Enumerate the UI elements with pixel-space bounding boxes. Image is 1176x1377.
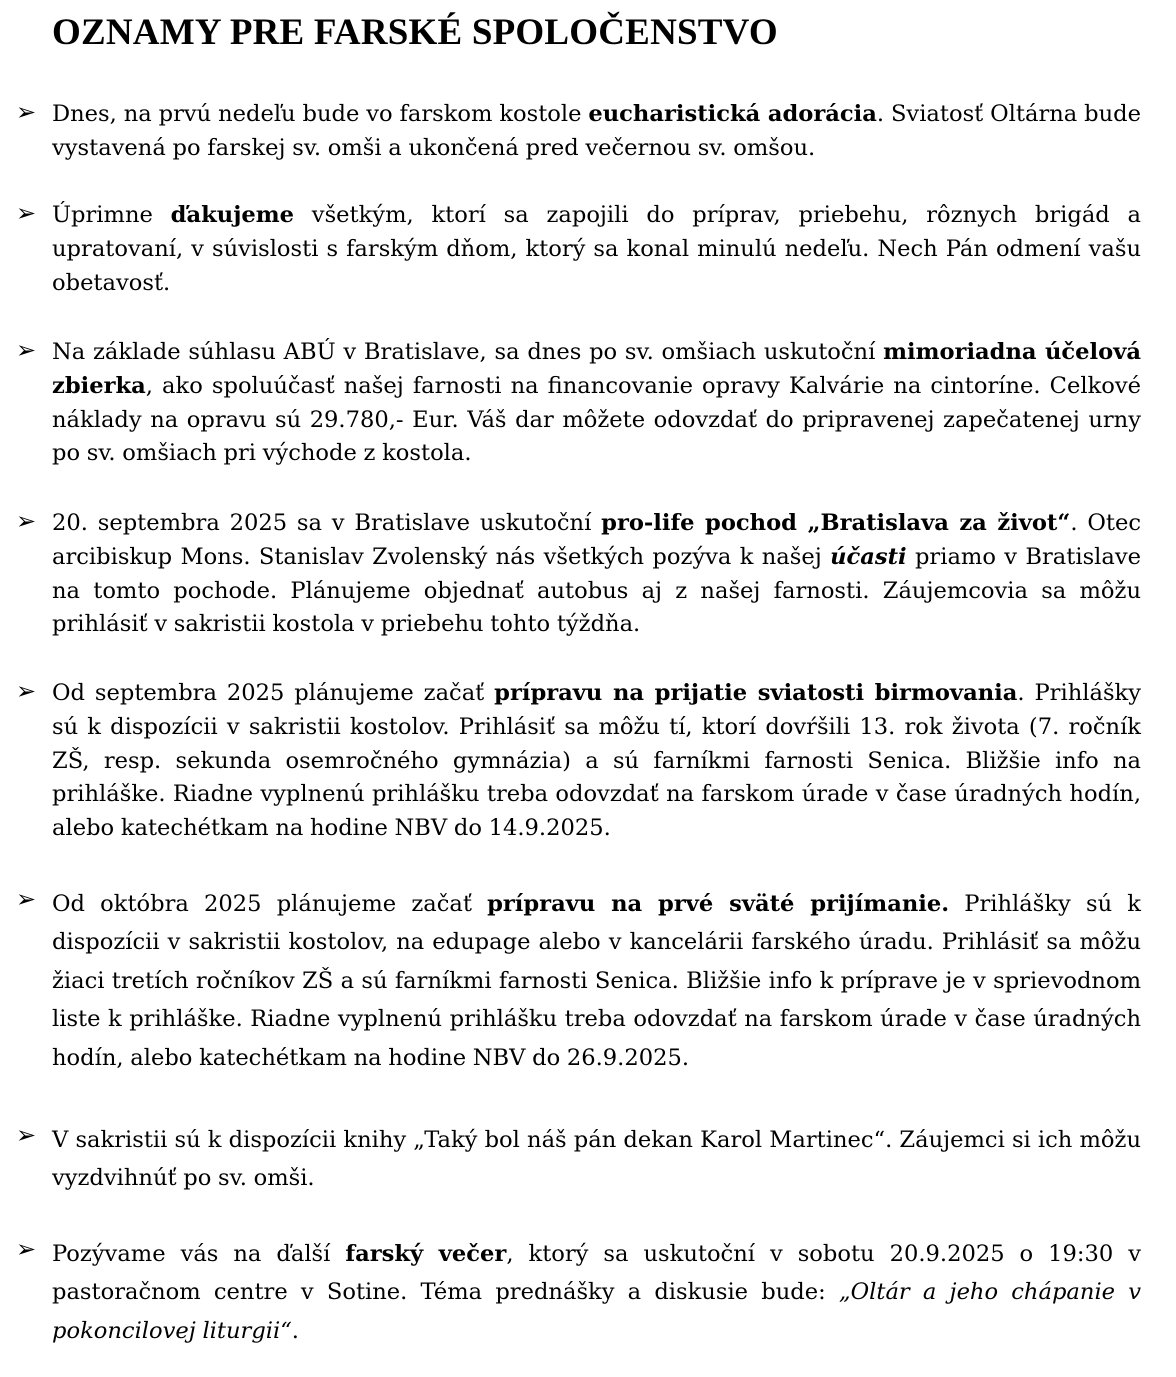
announcement-text xyxy=(52,677,1141,846)
text-segment: Úprimne xyxy=(52,202,171,228)
text-segment: Dnes, na prvú nedeľu bude vo farskom kostole xyxy=(52,101,589,127)
emphasis-text: „Oltár a jeho chápanie v pokoncilovej liturgii“ xyxy=(52,1279,1141,1344)
text-segment: . Otec arcibiskup Mons. Stanislav Zvolenský nás všetkých pozýva k našej xyxy=(52,510,1141,570)
emphasis-text: prípravu na prvé sväté prijímanie. xyxy=(487,891,950,917)
text-segment: Prihlášky sú k dispozícii v sakristii kostolov, na edupage alebo v kancelárii farského úradu. Prihlásiť sa môžu žiaci tretích ročníkov ZŠ a sú farníkmi farnosti Senica. Bližšie info k príprave je v sprievodnom liste k prihláške. Riadne vyplnenú prihlášku treba odovzdať na farskom úrade v čase úradných hodín, alebo katechétkam na hodine NBV do 26.9.2025. xyxy=(52,891,1141,1071)
text-segment: všetkým, ktorí sa zapojili do príprav, priebehu, rôznych brigád a upratovaní, v súvislosti s farským dňom, ktorý sa konal minulú nedeľu. Nech Pán odmení vašu obetavosť. xyxy=(52,202,1142,296)
text-segment: Od októbra 2025 plánujeme začať xyxy=(52,891,488,917)
text-segment: , ktorý sa uskutoční v sobotu 20.9.2025 o 19:30 v pastoračnom centre v Sotine. Téma prednášky a diskusie bude: xyxy=(52,1241,1142,1306)
text-segment: . xyxy=(291,1317,299,1344)
arrow-bullet-icon: ➢ xyxy=(16,1235,37,1263)
text-segment: . Sviatosť Oltárna bude vystavená po farskej sv. omši a ukončená pred večernou sv. omšou. xyxy=(52,101,1141,161)
announcement-text xyxy=(52,507,1141,642)
announcement-text xyxy=(52,1235,1141,1350)
arrow-bullet-icon: ➢ xyxy=(16,507,37,535)
text-segment: Na základe súhlasu ABÚ v Bratislave, sa dnes po sv. omšiach uskutoční xyxy=(52,339,884,365)
text-segment: Pozývame vás na ďalší xyxy=(52,1241,346,1267)
emphasis-text: mimoriadna účelová zbierka xyxy=(52,339,1141,399)
emphasis-text: ďakujeme xyxy=(170,202,295,228)
emphasis-text: účasti xyxy=(830,543,907,570)
text-segment: . Prihlášky sú k dispozícii v sakristii kostolov. Prihlásiť sa môžu tí, ktorí dovŕšili 13. rok života (7. ročník ZŠ, resp. sekunda osemročného gymnázia) a sú farníkmi farnosti Senica. Bližšie info na prihláške. Riadne vyplnenú prihlášku treba odovzdať na farskom úrade v čase úradných hodín, alebo katechétkam na hodine NBV do 14.9.2025. xyxy=(52,680,1141,842)
announcement-text xyxy=(52,1121,1141,1198)
arrow-bullet-icon: ➢ xyxy=(16,677,37,705)
arrow-bullet-icon: ➢ xyxy=(16,336,37,364)
announcement-text xyxy=(52,885,1141,1077)
arrow-bullet-icon: ➢ xyxy=(16,199,37,227)
announcement-text xyxy=(52,98,1141,166)
emphasis-text: eucharistická adorácia xyxy=(588,101,877,127)
announcement-text xyxy=(52,336,1141,471)
text-segment: , ako spoluúčasť našej farnosti na financovanie opravy Kalvárie na cintoríne. Celkové náklady na opravu sú 29.780,- Eur. Váš dar môžete odovzdať do pripravenej zapečatenej urny po sv. omšiach pri východe z kostola. xyxy=(52,372,1141,467)
emphasis-text: farský večer xyxy=(345,1241,507,1267)
announcement-text xyxy=(52,199,1141,300)
text-segment: V sakristii sú k dispozícii knihy „Taký bol náš pán dekan Karol Martinec“. Záujemci si ich môžu vyzdvihnúť po sv. omši. xyxy=(52,1127,1141,1192)
text-segment: 20. septembra 2025 sa v Bratislave uskutoční xyxy=(52,510,602,536)
arrow-bullet-icon: ➢ xyxy=(16,1121,37,1149)
arrow-bullet-icon: ➢ xyxy=(16,98,37,126)
emphasis-text: pro-life pochod „Bratislava za život“ xyxy=(601,510,1071,536)
arrow-bullet-icon: ➢ xyxy=(16,885,37,913)
emphasis-text: prípravu na prijatie sviatosti birmovania xyxy=(494,680,1018,706)
text-segment: Od septembra 2025 plánujeme začať xyxy=(52,680,495,706)
page-title: OZNAMY PRE FARSKÉ SPOLOČENSTVO xyxy=(52,12,778,53)
text-segment: priamo v Bratislave na tomto pochode. Plánujeme objednať autobus aj z našej farnosti. Záujemcovia sa môžu prihlásiť v sakristii kostola v priebehu tohto týždňa. xyxy=(52,543,1141,638)
